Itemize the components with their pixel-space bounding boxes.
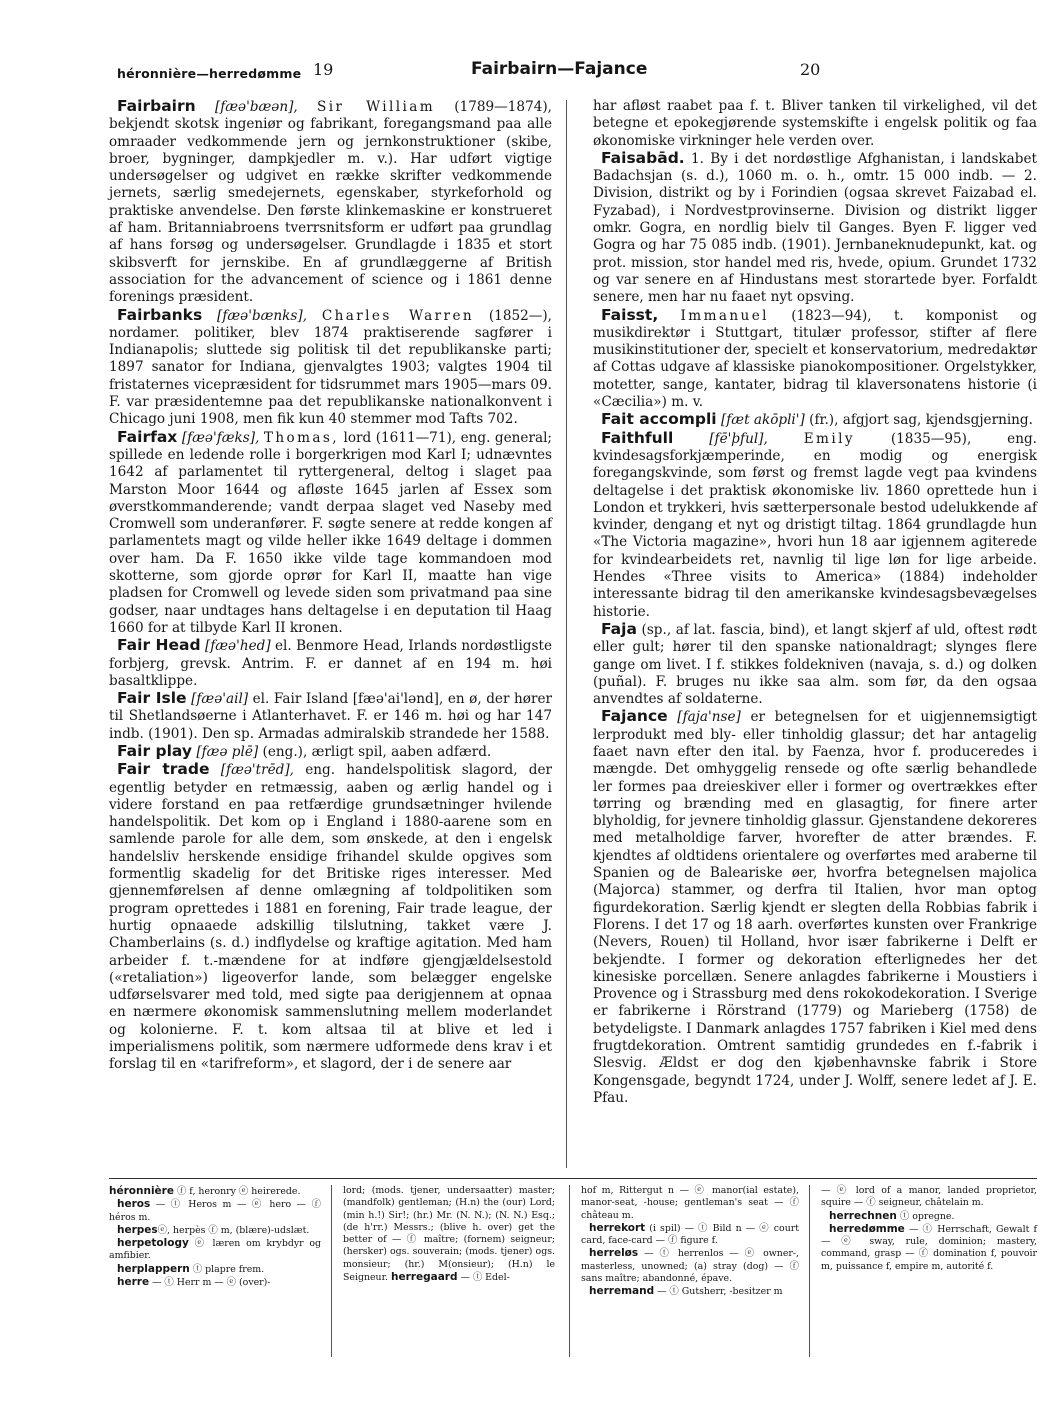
- left-column: [109, 98, 552, 1074]
- entry-fajance: Fajance [faja'nse] er betegnelsen for et uigjennemsigtigt lerprodukt med bly- eller tinholdig glassur; det har antagelig faaet navn efter den ital. by Faenza, hvor f. produceredes i mængde. Det omhyggelig rensede og ofte særlig behandlede ler formes paa dreieskiver eller i former og overtrækkes efter tørring og brænding med en glasagtig, for finere arter blyholdig, for jevnere tinholdig glassur. Gjenstandene dekoreres med metalholdige farver, hvorefter de atter brændes. F. kjendtes af oldtidens orientalere og overførtes med araberne til Spanien og de Baleariske øer, hvorfra betegnelsen majolica (Majorca) stammer, og derfra til Italien, hvor man optog figurdekoration. Særlig kjendt er slegten della Robbias fabrik i Florens. I det 17 og 18 aarh. overførtes kunsten over Frankrige (Nevers, Rouen) til Holland, hvor især fabrikerne i Delft er bekjendte. I former og dekoration efterlignedes her det kinesiske porcellæn. Senere anlagdes fabrikerne i Moustiers i Provence og i Strassburg med dens rokokodekoration. I Sverige er fabrikerne i Rörstrand (1779) og Marieberg (1758) de betydeligste. I Danmark anlagdes 1757 fabriken i Kiel med dens frugtdekoration. Omtrent samtidig grundedes en f.-fabrik i Slesvig. Ældst er dog den kjøbenhavnske fabrik i Store Kongensgade, begyndt 1724, under J. Wolff, senere ledet af J. E. Pfau.: [593, 707, 1038, 1106]
- fn-entry-herre: herre — ⓣ Herr m — ⓔ (over)-: [117, 1276, 271, 1289]
- fn-entry-herremand: herremand — ⓣ Gutsherr, -besitzer m: [589, 1285, 783, 1298]
- entry-fairbanks: Fairbanks [fæə'bænks], Charles Warren (1852—), nordamer. politiker, blev 1874 praktiserende sagfører i Indianapolis; sluttede sig politisk til det republikanske parti; 1897 sanator for Indiana, gjenvalgtes 1903; valgtes 1904 til fristaternes vicepræsident for tidsrummet mars 1905—mars 09. F. var præsidentemne paa det republikanske nationalkonvent i Chicago juni 1908, men fik kun 40 stemmer mod Tafts 702.: [109, 305, 552, 428]
- footnote-divider-1: [331, 1185, 332, 1357]
- entry-faja: Faja (sp., af lat. fascia, bind), et langt skjerf af uld, oftest rødt eller gult; hører til den spanske nationaldragt; slynges flere gange om livet. I f. stikkes foldekniven (navaja, s. d.) og dolken (puñal). F. bruges nu ikke saa alm. som før, da den ogsaa anvendtes af soldaterne.: [593, 619, 1037, 708]
- footnote-column-2: [343, 1185, 555, 1284]
- fn-entry-heros: heros — ⓣ Heros m — ⓔ hero — ⓕ héros m.: [109, 1198, 321, 1223]
- entry-fair-trade: Fair trade [fæə'trēd], eng. handelspolitisk slagord, der egentlig betyder en retmæssig, aaben og ærlig handel og i videre forstand en paa retfærdige grundsætninger hvilende handelspolitik. Det kom op i England i 1880-aarene som en samlende parole for alle dem, som ønskede, at den i engelsk handelsliv herskende ensidige frihandel skulde opgives som formentlig skadelig for det Britiske riges interesser. Med gjennemførelsen af denne omlægning af toldpolitiken som program oprettedes i 1881 en forening, Fair trade league, der hurtig opnaaede adskillig tilslutning, takket være J. Chamberlains (s. d.) indflydelse og kraftige agitation. Med ham arbeider f. t.-mændene for at indføre gjengjældelsestold («retaliation») ligeoverfor lande, som belægger engelske udførselsvarer med told, med sigte paa derigjennem at opnaa en nærmere økonomisk sammenslutning mellem moderlandet og kolonierne. F. t. kom altsaa til at blive et led i imperialismens politik, som nærmere udformede dens krav i et forslag til en «tarifreform», et slagord, der i de senere aar: [109, 760, 553, 1073]
- fn-herremand-continued: — ⓔ lord of a manor, landed proprietor, squire — ⓕ seigneur, châtelain m.: [821, 1185, 1037, 1209]
- fn-herregaard-continued: hof m, Rittergut n — ⓔ manor(ial estate), manor-seat, -house; gentleman's seat — ⓕ château m.: [581, 1185, 799, 1221]
- fn-entry-herrekort: herrekort (i spil) — ⓣ Bild n — ⓔ court card, face-card — ⓕ figure f.: [581, 1221, 799, 1247]
- entry-fait-accompli: Fait accompli [fæt akōpli'] (fr.), afgjort sag, kjendsgjerning.: [601, 410, 1033, 429]
- entry-fair-play: Fair play [fæə plē] (eng.), ærligt spil, aaben adfærd.: [117, 741, 492, 760]
- fn-entry-herredomme: herredømme — ⓣ Herrschaft, Gewalt f — ⓔ sway, rule, dominion; mastery, command, grasp — ⓕ domination f, pouvoir m, puissance f, empire m, autorité f.: [821, 1222, 1037, 1272]
- footnote-divider-3: [809, 1185, 810, 1357]
- entry-faisabad: Faisabād. 1. By i det nordøstlige Afghanistan, i landskabet Badachsjan (s. d.), 1060 m. o. h., omtr. 15 000 indb. — 2. Division, distrikt og by i Forindien (ogsaa skrevet Faizabad el. Fyzabad), i Nordvestprovinserne. Division og distrikt ligger omkr. Gogra, en nordlig bielv til Ganges. Byen F. ligger ved Gogra og har 75 085 indb. (1901). Jernbaneknudepunkt, kat. og prot. mission, stor handel med ris, hvede, opium. Grundet 1732 og var senere en af Hindustans mest storartede byer. Forfaldt senere, men har nu faaet nyt opsving.: [593, 148, 1037, 306]
- page-number-right: 20: [800, 60, 821, 79]
- fn-entry-herpetology: herpetology ⓔ læren om krybdyr og amfibier.: [109, 1237, 321, 1262]
- entry-fairfax: Fairfax [fæə'fæks], Thomas, lord (1611—71), eng. general; spillede en ledende rolle i borgerkrigen mod Karl I; udnævntes 1642 af parlamentet til ryttergeneral, deltog i slaget paa Marston Moor 1644 og afløste 1645 jarlen af Essex som øverstkommanderende; vandt derpaa slaget ved Naseby med Cromwell som underanfører. F. søgte senere at redde kongen af parlamentets magt og vilde heller ikke 1649 deltage i dommen over ham. Da F. 1650 ikke vilde tage kommandoen mod skotterne, som gjorde oprør for Karl II, maatte han vige pladsen for Cromwell og levede siden som privatmand paa sine godser, naar undtages hans deltagelse i en deputation til Haag 1660 for at tilbyde Karl II kronen.: [109, 427, 552, 636]
- page-title: Fairbairn—Fajance: [471, 59, 648, 79]
- fn-herre-continued: lord; (mods. tjener, undersaatter) master; (mandfolk) gentleman; (H.n) the (our) Lord; (min h.!) Sir!; (hr.) Mr. (N. N.); (N. N.) Esq.; (de h'rr.) Messrs.; (blive h. over) get the better of — ⓕ maître; (fornem) seigneur; (hersker) ogs. souverain; (mods. tjener) ogs. monsieur; (hr.) M(onsieur); (H.n) le Seigneur. herregaard — ⓣ Edel-: [343, 1185, 555, 1284]
- entry-faithfull: Faithfull [fē'þful], Emily (1835—95), eng. kvindesagsforkjæmperinde, en modig og energisk foregangskvinde, som først og fremst lagde vegt paa kvindens deltagelse i det praktisk økonomiske liv. 1860 oprettede hun i London et trykkeri, hvis sætterpersonale bestod udelukkende af kvinder, dengang et nyt og dristigt tiltag. 1864 grundlagde hun «The Victoria magazine», hvori hun 18 aar igjennem agiterede for kvindearbeidets ret, navnlig til lige løn for lige arbeide. Hendes «Three visits to America» (1884) indeholder interessante bidrag til den amerikanske kvindesagsbevægelses historie.: [593, 428, 1038, 620]
- column-divider: [566, 100, 567, 1168]
- page-number-left: 19: [313, 60, 334, 79]
- footnote-dictionary: [109, 1185, 1037, 1395]
- footnote-column-4: [821, 1185, 1037, 1273]
- fn-entry-heronniere: héronnière ⓕ f, heronry ⓔ heirerede.: [109, 1185, 301, 1197]
- footnote-rule: [109, 1178, 1037, 1179]
- entry-fairbairn: Fairbairn [fæə'bæən], Sir William (1789—1874), bekjendt skotsk ingeniør og fabrikant, foregangsmand paa alle omraader vedkommende jern og jernkonstruktioner (skibe, broer, bygninger, dampkjedler m. v.). Har udført vigtige undersøgelser og udgivet en række skrifter vedkommende jernets, særlig smedejernets, egenskaber, styrkeforhold og praktiske anvendelse. Den første klinkemaskine er konstrueret af ham. Britanniabroens tverrsnitsform er udført paa grundlag af hans forsøg og undersøgelser. Grundlagde i 1835 et stort skibsverft for jernskibe. En af grundlæggerne af British association for the advancement of science og i 1861 denne forenings præsident.: [109, 97, 552, 306]
- fn-entry-herrelos: herreløs — ⓣ herrenlos — ⓔ owner-, masterless, unowned; (a) stray (dog) — ⓕ sans maître; abandonné, épave.: [581, 1247, 799, 1285]
- entry-fair-trade-continued: har afløst raabet paa f. t. Bliver tanken til virkelighed, vil det betegne et epokegjørende systemskifte i engelsk politik og faa økonomiske virkninger hele verden over.: [593, 98, 1037, 149]
- running-head: héronnière—herredømme: [117, 66, 302, 81]
- footnote-divider-2: [569, 1185, 570, 1357]
- fn-entry-herrechnen: herrechnen ⓣ opregne.: [829, 1209, 955, 1222]
- entry-fair-head: Fair Head [fæə'hed] el. Benmore Head, Irlands nordøstligste forbjerg, grevsk. Antrim. F. er dannet af en 194 m. høi basaltklippe.: [109, 636, 552, 689]
- entry-faisst: Faisst, Immanuel (1823—94), t. komponist og musikdirektør i Stuttgart, titulær professor, stifter af flere musikinstitutioner der, specielt et konservatorium, medredaktør af Cottas udgave af klassiske pianokompositioner. Orgelstykker, motetter, sange, kantater, bidrag til klaversonatens historie (i «Cæcilia») m. v.: [593, 305, 1037, 411]
- footnote-column-3: [581, 1185, 799, 1299]
- fn-entry-herpes: herpesⓔ, herpès ⓕ m, (blære)-udslæt.: [117, 1223, 310, 1236]
- entry-fair-isle: Fair Isle [fæə'ail] el. Fair Island [fæə'ai'lənd], en ø, der hører til Shetlandsøerne i Atlanterhavet. F. er 146 m. høi og har 147 indb. (1901). Den sp. Armadas admiralskib strandede her 1588.: [109, 689, 552, 742]
- footnote-column-1: [109, 1185, 321, 1289]
- fn-entry-herplappern: herplappern ⓣ plapre frem.: [117, 1262, 265, 1275]
- right-column: [593, 98, 1037, 1107]
